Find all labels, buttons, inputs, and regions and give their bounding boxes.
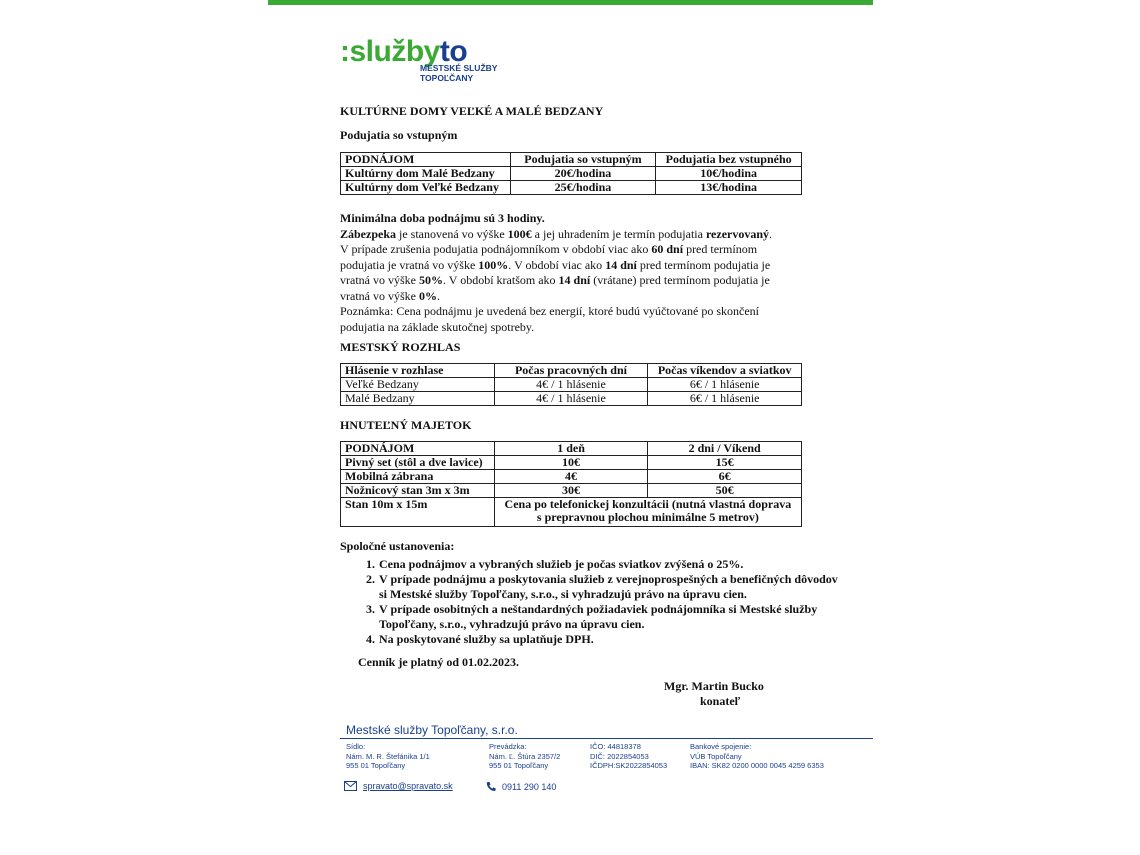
table-header: Počas víkendov a sviatkov xyxy=(648,364,802,378)
footer-bank: Bankové spojenie: VÚB Topoľčany IBAN: SK82 0200 0000 0045 4259 6353 xyxy=(690,742,824,770)
deposit-note: Zábezpeka je stanovená vo výške 100€ a jej uhradením je termín podujatia rezervovaný. xyxy=(340,226,773,241)
table-cell: Kultúrny dom Veľké Bedzany xyxy=(341,181,511,195)
footer-seat: Sídlo: Nám. M. R. Štefánika 1/1 955 01 Topoľčany xyxy=(346,742,430,770)
table-cell: 6€ xyxy=(648,470,802,484)
envelope-icon xyxy=(344,781,357,791)
company-logo xyxy=(340,35,498,83)
table-row xyxy=(341,181,802,195)
table-cell: 15€ xyxy=(648,456,802,470)
list-item: 4. Na poskytované služby sa uplatňuje DPH. xyxy=(378,632,848,647)
movable-price-table xyxy=(340,441,802,527)
minimum-rent-note: Minimálna doba podnájmu sú 3 hodiny. xyxy=(340,211,545,225)
logo-subtitle: MESTSKÉ SLUŽBY TOPOĽČANY xyxy=(420,63,498,83)
table-row xyxy=(341,470,802,484)
table-row xyxy=(341,167,802,181)
table-cell: 10€/hodina xyxy=(656,167,802,181)
footer-company-name: Mestské služby Topoľčany, s.r.o. xyxy=(346,723,518,737)
table-row xyxy=(341,484,802,498)
footer-email xyxy=(344,781,453,791)
table-cell: 30€ xyxy=(494,484,648,498)
table-header: Počas pracovných dní xyxy=(494,364,648,378)
signatory-name: Mgr. Martin Bucko xyxy=(664,679,764,693)
list-item: 3. V prípade osobitných a neštandardných požiadaviek podnájomníka si Mestské služby Topoľčany, s.r.o., vyhradzujú právo na úpravu cien. xyxy=(378,602,848,632)
table-cell: 6€ / 1 hlásenie xyxy=(648,392,802,406)
top-accent-bar xyxy=(268,0,873,5)
table-cell: Nožnicový stan 3m x 3m xyxy=(341,484,495,498)
table-header: 1 deň xyxy=(494,442,648,456)
footer-phone xyxy=(486,781,556,792)
radio-price-table xyxy=(340,363,802,406)
list-item: 2. V prípade podnájmu a poskytovania služieb z verejnoprospešných a benefičných dôvodov si Mestské služby Topoľčany, s.r.o., si vyhradzujú právo na úpravu cien. xyxy=(378,572,848,602)
footer-company-ids: IČO: 44818378 DIČ: 2022854053 IČDPH:SK2022854053 xyxy=(590,742,668,770)
table-header: 2 dni / Víkend xyxy=(648,442,802,456)
rent-price-table xyxy=(340,152,802,195)
logo-wordmark: :službyto xyxy=(340,35,468,68)
table-header-row xyxy=(341,364,802,378)
table-header: Podujatia so vstupným xyxy=(510,153,656,167)
table-cell: Cena po telefonickej konzultácii (nutná vlastná doprava s prepravnou plochou minimálne 5 metrov) xyxy=(494,498,801,527)
table-cell: 4€ / 1 hlásenie xyxy=(494,392,648,406)
radio-heading: MESTSKÝ ROZHLAS xyxy=(340,340,461,354)
table-cell: 13€/hodina xyxy=(656,181,802,195)
table-cell: 6€ / 1 hlásenie xyxy=(648,378,802,392)
rental-conditions xyxy=(340,211,790,335)
table-cell: 50€ xyxy=(648,484,802,498)
table-cell: 4€ xyxy=(494,470,648,484)
table-cell: Mobilná zábrana xyxy=(341,470,495,484)
common-provisions-heading: Spoločné ustanovenia: xyxy=(340,539,455,553)
table-header: Podujatia bez vstupného xyxy=(656,153,802,167)
table-row xyxy=(341,498,802,527)
table-row xyxy=(341,378,802,392)
cancellation-note: V prípade zrušenia podujatia podnájomníkom v období viac ako 60 dní pred termínom podujatia je vratná vo výške 100%. V období viac ako 14 dní pred termínom podujatia je vratná vo výške 50%. V období kratšom ako 14 dní (vrátane) pred termínom podujatia je vratná vo výške 0%. xyxy=(340,242,771,303)
table-header: Hlásenie v rozhlase xyxy=(341,364,495,378)
table-cell: Malé Bedzany xyxy=(341,392,495,406)
phone-icon xyxy=(486,781,496,792)
table-header-row xyxy=(341,153,802,167)
phone-number: 0911 290 140 xyxy=(502,781,557,792)
table-header: PODNÁJOM xyxy=(341,442,495,456)
table-header-row xyxy=(341,442,802,456)
table-cell: Stan 10m x 15m xyxy=(341,498,495,527)
table-cell: Kultúrny dom Malé Bedzany xyxy=(341,167,511,181)
table-cell: Veľké Bedzany xyxy=(341,378,495,392)
movable-heading: HNUTEĽNÝ MAJETOK xyxy=(340,418,472,432)
table-header: PODNÁJOM xyxy=(341,153,511,167)
table-row xyxy=(341,456,802,470)
signatory-role: konateľ xyxy=(700,694,741,708)
document-title: KULTÚRNE DOMY VEĽKÉ A MALÉ BEDZANY xyxy=(340,104,604,118)
table-cell: 20€/hodina xyxy=(510,167,656,181)
table-row xyxy=(341,392,802,406)
list-item: 1. Cena podnájmov a vybraných služieb je počas sviatkov zvýšená o 25%. xyxy=(378,557,848,572)
validity-note: Cenník je platný od 01.02.2023. xyxy=(358,655,520,669)
footer-office: Prevádzka: Nám. Ľ. Štúra 2357/2 955 01 Topoľčany xyxy=(489,742,561,770)
common-provisions-list xyxy=(340,557,848,647)
energy-note: Poznámka: Cena podnájmu je uvedená bez energií, ktoré budú vyúčtované po skončení podujatia na základe skutočnej spotreby. xyxy=(340,304,759,334)
table-cell: Pivný set (stôl a dve lavice) xyxy=(341,456,495,470)
table-cell: 25€/hodina xyxy=(510,181,656,195)
footer-divider xyxy=(340,738,873,739)
table-cell: 4€ / 1 hlásenie xyxy=(494,378,648,392)
email-link[interactable]: spravato@spravato.sk xyxy=(363,781,453,791)
table-cell: 10€ xyxy=(494,456,648,470)
section-subtitle: Podujatia so vstupným xyxy=(340,128,458,142)
